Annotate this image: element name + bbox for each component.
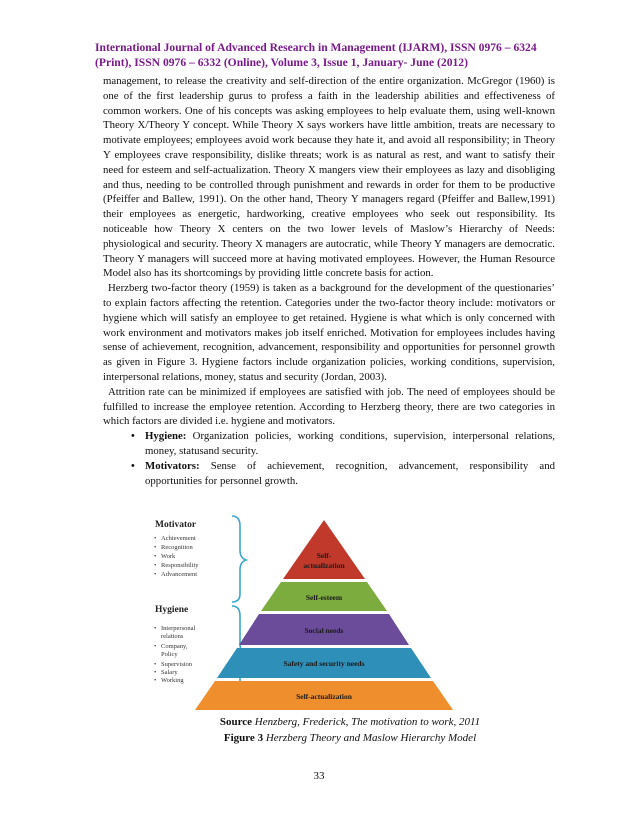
header-line-2: (Print), ISSN 0976 – 6332 (Online), Volume 3, Issue 1, January- June (2012) — [95, 56, 468, 69]
pyramid-label-5: Self-actualization — [296, 692, 352, 701]
bullet-term: Hygiene: — [145, 430, 187, 443]
list-item: Policy — [161, 651, 178, 658]
pyramid-label-3: Social needs — [304, 626, 344, 635]
figure-caption — [180, 714, 520, 746]
caption-source-label: Source — [219, 716, 253, 728]
bullet-text: Sense of achievement, recognition, advancement, responsibility and opportunities for personnel growth. — [145, 459, 555, 487]
motivator-brace — [232, 516, 246, 602]
pyramid-label-top-1: Self- — [316, 551, 332, 560]
svg-text:•: • — [154, 625, 157, 632]
list-item: Responsibility — [161, 562, 199, 569]
list-item: Achievement — [161, 535, 196, 542]
hygiene-title: Hygiene — [155, 605, 189, 615]
list-item: Working — [161, 677, 184, 684]
bullet-text: Organization policies, working conditions, supervision, interpersonal relations, money, statusand security. — [145, 430, 555, 457]
svg-text:•: • — [154, 643, 157, 650]
bullet-term: Motivators: — [145, 459, 200, 472]
pyramid-label-4: Safety and security needs — [283, 659, 365, 668]
list-item: Interpersonal — [161, 625, 196, 632]
svg-text:•: • — [154, 535, 157, 542]
caption-source — [180, 714, 520, 730]
header-line-1: International Journal of Advanced Research in Management (IJARM), ISSN 0976 – 6324 — [95, 41, 537, 54]
pyramid-label-2: Self-esteem — [305, 593, 343, 602]
svg-text:•: • — [154, 677, 157, 684]
herzberg-maslow-figure — [150, 512, 490, 712]
svg-text:•: • — [154, 562, 157, 569]
list-item-motivators — [131, 459, 555, 489]
svg-text:•: • — [154, 553, 157, 560]
paragraph-theory-x-y: management, to release the creativity and self-direction of the entire organization. McGregor (1960) is one of the first leadership gurus to profess a faith in the leadership abilities and effectiveness of common workers. One of his concepts was asking employees to help evaluate them, using well-known Theory X/Theory Y concept. While Theory X says workers have little ambition, treats are necessary to motivate employees; employees avoid work because they hate it, and avoid all responsibility; in Theory Y employees crave responsibility, dislike threats; work is as natural as rest, and want to satisfy their need for esteem and self-actualization. Theory X mangers view their employees as lazy and disobliging and thus, needing to be controlled through punishment and rewards in order for them to be productive (Pfeiffer and Ballew, 1991). On the other hand, Theory Y managers regard (Pfeiffer and Ballew,1991) their employees as energetic, hardworking, creative employees who seek out responsibility. Its noticeable how Theory X centers on the two lower levels of Maslow’s Hierarchy of Needs: physiological and security. Theory X managers are autocratic, while Theory Y managers are democratic. Theory Y managers will succeed more at having motivated employees. However, the Human Resource Model also has its shortcomings by providing little concrete basis for action. — [103, 75, 555, 280]
svg-text:•: • — [154, 544, 157, 551]
pyramid — [195, 520, 453, 710]
caption-figure-label: Figure 3 — [223, 732, 264, 744]
pyramid-label-top-2: actualization — [303, 561, 345, 570]
list-item: Salary — [161, 669, 178, 676]
page-number: 33 — [313, 770, 325, 782]
motivator-list — [154, 535, 199, 578]
paragraph-herzberg: Herzberg two-factor theory (1959) is taken as a background for the development of the questionaries’ to explain factors affecting the retention. Categories under the two-factor theory include: motivators or hygiene which will satisfy an employee to get retained. Hygiene is what which is only concerned with work environment and motivators makes job itself enriched. Motivation for employees includes having sense of achievement, recognition, advancement, responsibility and opportunities for personnel growth as given in Figure 3. Hygiene factors include organization policies, working conditions, supervision, interpersonal relations, money, status and security (Jordan, 2003). — [103, 282, 555, 383]
svg-text:•: • — [154, 669, 157, 676]
hygiene-list — [154, 625, 195, 684]
list-item: Advancement — [161, 571, 198, 578]
journal-header — [95, 40, 555, 70]
svg-text:•: • — [154, 571, 157, 578]
caption-source-text: Henzberg, Frederick, The motivation to work, 2011 — [252, 716, 481, 728]
pyramid-level-top — [283, 520, 365, 579]
article-body — [103, 74, 555, 488]
factor-list — [103, 429, 555, 488]
caption-figure-text: Herzberg Theory and Maslow Hierarchy Model — [263, 732, 477, 744]
list-item: Company, — [161, 643, 188, 650]
list-item: Recognition — [161, 544, 193, 551]
list-item: Supervision — [161, 661, 193, 668]
caption-figure — [180, 730, 520, 746]
svg-text:•: • — [154, 661, 157, 668]
motivator-title: Motivator — [155, 520, 197, 530]
list-item-hygiene — [131, 429, 555, 459]
paragraph-attrition: Attrition rate can be minimized if employees are satisfied with job. The need of employees should be fulfilled to increase the employee retention. According to Herzberg theory, there are two categories in which factors are divided i.e. hygiene and motivators. — [103, 385, 555, 428]
list-item: relations — [161, 633, 184, 640]
list-item: Work — [161, 553, 176, 560]
